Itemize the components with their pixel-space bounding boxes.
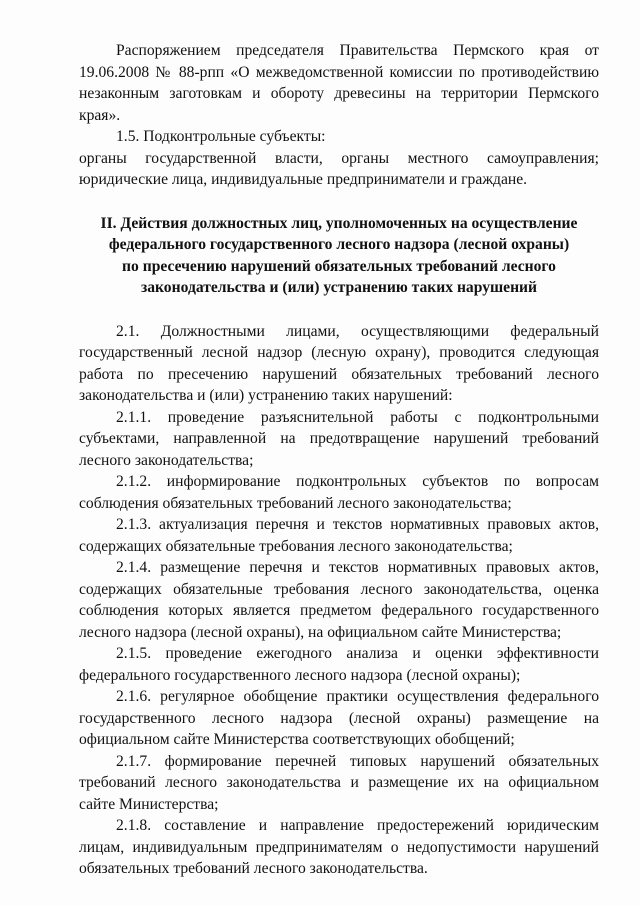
controlled-subjects-list: органы государственной власти, органы местного самоуправления; юридические лица, индивидуальные предприниматели и граждане. bbox=[79, 149, 599, 188]
section-heading-line: федерального государственного лесного надзора (лесной охраны) bbox=[108, 236, 570, 253]
item-2-1-1: 2.1.1. проведение разъяснительной работы с подконтрольными субъектами, направленной на предотвращение нарушений требований лесного законодательства; bbox=[79, 408, 599, 469]
item-2-1-8: 2.1.8. составление и направление предостережений юридическим лицам, индивидуальным предпринимателям о недопустимости нарушений обязательных требований лесного законодательства. bbox=[79, 817, 599, 877]
section-heading bbox=[85, 213, 593, 299]
item-2-1-6: 2.1.6. регулярное обобщение практики осуществления федерального государственного лесного надзора (лесной охраны) размещение на официальном сайте Министерства соответствующих обобщений; bbox=[79, 688, 599, 748]
section-heading-line: законодательства и (или) устранению таких нарушений bbox=[140, 279, 538, 296]
section-heading-line: по пресечению нарушений обязательных требований лесного bbox=[122, 257, 556, 275]
item-2-1-2: 2.1.2. информирование подконтрольных субъектов по вопросам соблюдения обязательных требований лесного законодательства; bbox=[79, 473, 599, 512]
document-body bbox=[79, 40, 599, 880]
item-2-1-7: 2.1.7. формирование перечней типовых нарушений обязательных требований лесного законодательства и размещение их на официальном сайте Министерства; bbox=[79, 752, 599, 813]
order-paragraph: Распоряжением председателя Правительства Пермского края от 19.06.2008 № 88-рпп «О межведомственной комиссии по противодействию незаконным заготовкам и обороту древесины на территории Пермского края». bbox=[79, 42, 599, 124]
item-2-1-4: 2.1.4. размещение перечня и текстов нормативных правовых актов, содержащих обязательные требования лесного законодательства, оценка соблюдения которых является предметом федерального государственного лесного надзора (лесной охраны), на официальном сайте Министерства; bbox=[79, 559, 599, 641]
item-2-1-3: 2.1.3. актуализация перечня и текстов нормативных правовых актов, содержащих обязательные требования лесного законодательства; bbox=[79, 516, 599, 555]
item-2-1: 2.1. Должностными лицами, осуществляющими федеральный государственный лесной надзор (лесную охрану), проводится следующая работа по пресечению нарушений обязательных требований лесного законодательства и (или) устранению таких нарушений: bbox=[79, 322, 599, 404]
item-2-1-5: 2.1.5. проведение ежегодного анализа и оценки эффективности федерального государственного лесного надзора (лесной охраны); bbox=[79, 645, 599, 684]
item-1-5: 1.5. Подконтрольные субъекты: bbox=[116, 128, 326, 145]
section-heading-line: II. Действия должностных лиц, уполномоченных на осуществление bbox=[100, 214, 578, 232]
